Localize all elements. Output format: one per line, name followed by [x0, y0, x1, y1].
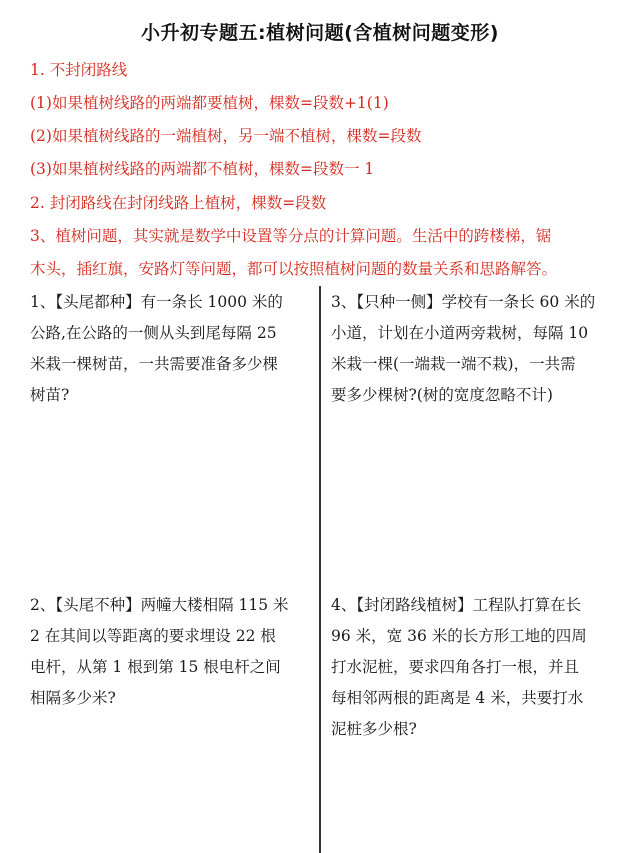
question-3: [331, 287, 615, 411]
rule-summary-line1: 3、植树问题，其实就是数学中设置等分点的计算问题。生活中的跨楼梯，锯: [30, 227, 552, 245]
question-1: [30, 287, 310, 411]
question-4-line: 泥桩多少根?: [331, 720, 417, 738]
rule-one-end: (2)如果植树线路的一端植树，另一端不植树，棵数=段数: [30, 127, 422, 145]
question-3-line: 小道，计划在小道两旁栽树，每隔 10: [331, 324, 589, 342]
rule-closed-route: 2. 封闭路线在封闭线路上植树，棵数=段数: [30, 194, 327, 212]
question-2-line: 2 在其间以等距离的要求埋设 22 根: [30, 627, 276, 645]
question-4-line: 4、【封闭路线植树】工程队打算在长: [331, 596, 582, 614]
question-3-line: 米栽一棵(一端栽一端不栽)，一共需: [331, 355, 576, 373]
rule-summary-line2: 木头，插红旗，安路灯等问题，都可以按照植树问题的数量关系和思路解答。: [30, 260, 558, 278]
question-4: [331, 590, 615, 745]
question-2-line: 2、【头尾不种】两幢大楼相隔 115 米: [30, 596, 289, 614]
question-4-line: 每相邻两根的距离是 4 米，共要打水: [331, 689, 584, 707]
rule-no-ends: (3)如果植树线路的两端都不植树，棵数=段数一 1: [30, 160, 375, 178]
page-title: 小升初专题五:植树问题(含植树问题变形): [141, 22, 499, 44]
rule-both-ends: (1)如果植树线路的两端都要植树，棵数=段数+1(1): [30, 94, 389, 112]
question-2-line: 相隔多少米?: [30, 689, 116, 707]
question-1-line: 1、【头尾都种】有一条长 1000 米的: [30, 293, 283, 311]
question-3-line: 3、【只种一侧】学校有一条长 60 米的: [331, 293, 596, 311]
question-1-line: 树苗?: [30, 386, 70, 404]
question-3-line: 要多少棵树?(树的宽度忽略不计): [331, 386, 553, 404]
question-4-line: 打水泥桩，要求四角各打一根，并且: [331, 658, 580, 676]
question-1-line: 米栽一棵树苗，一共需要准备多少棵: [30, 355, 279, 373]
question-2: [30, 590, 310, 714]
rule-heading-open-route: 1. 不封闭路线: [30, 61, 128, 79]
column-divider: [319, 286, 321, 853]
question-4-line: 96 米，宽 36 米的长方形工地的四周: [331, 627, 587, 645]
question-2-line: 电杆，从第 1 根到第 15 根电杆之间: [30, 658, 281, 676]
question-1-line: 公路,在公路的一侧从头到尾每隔 25: [30, 324, 277, 342]
